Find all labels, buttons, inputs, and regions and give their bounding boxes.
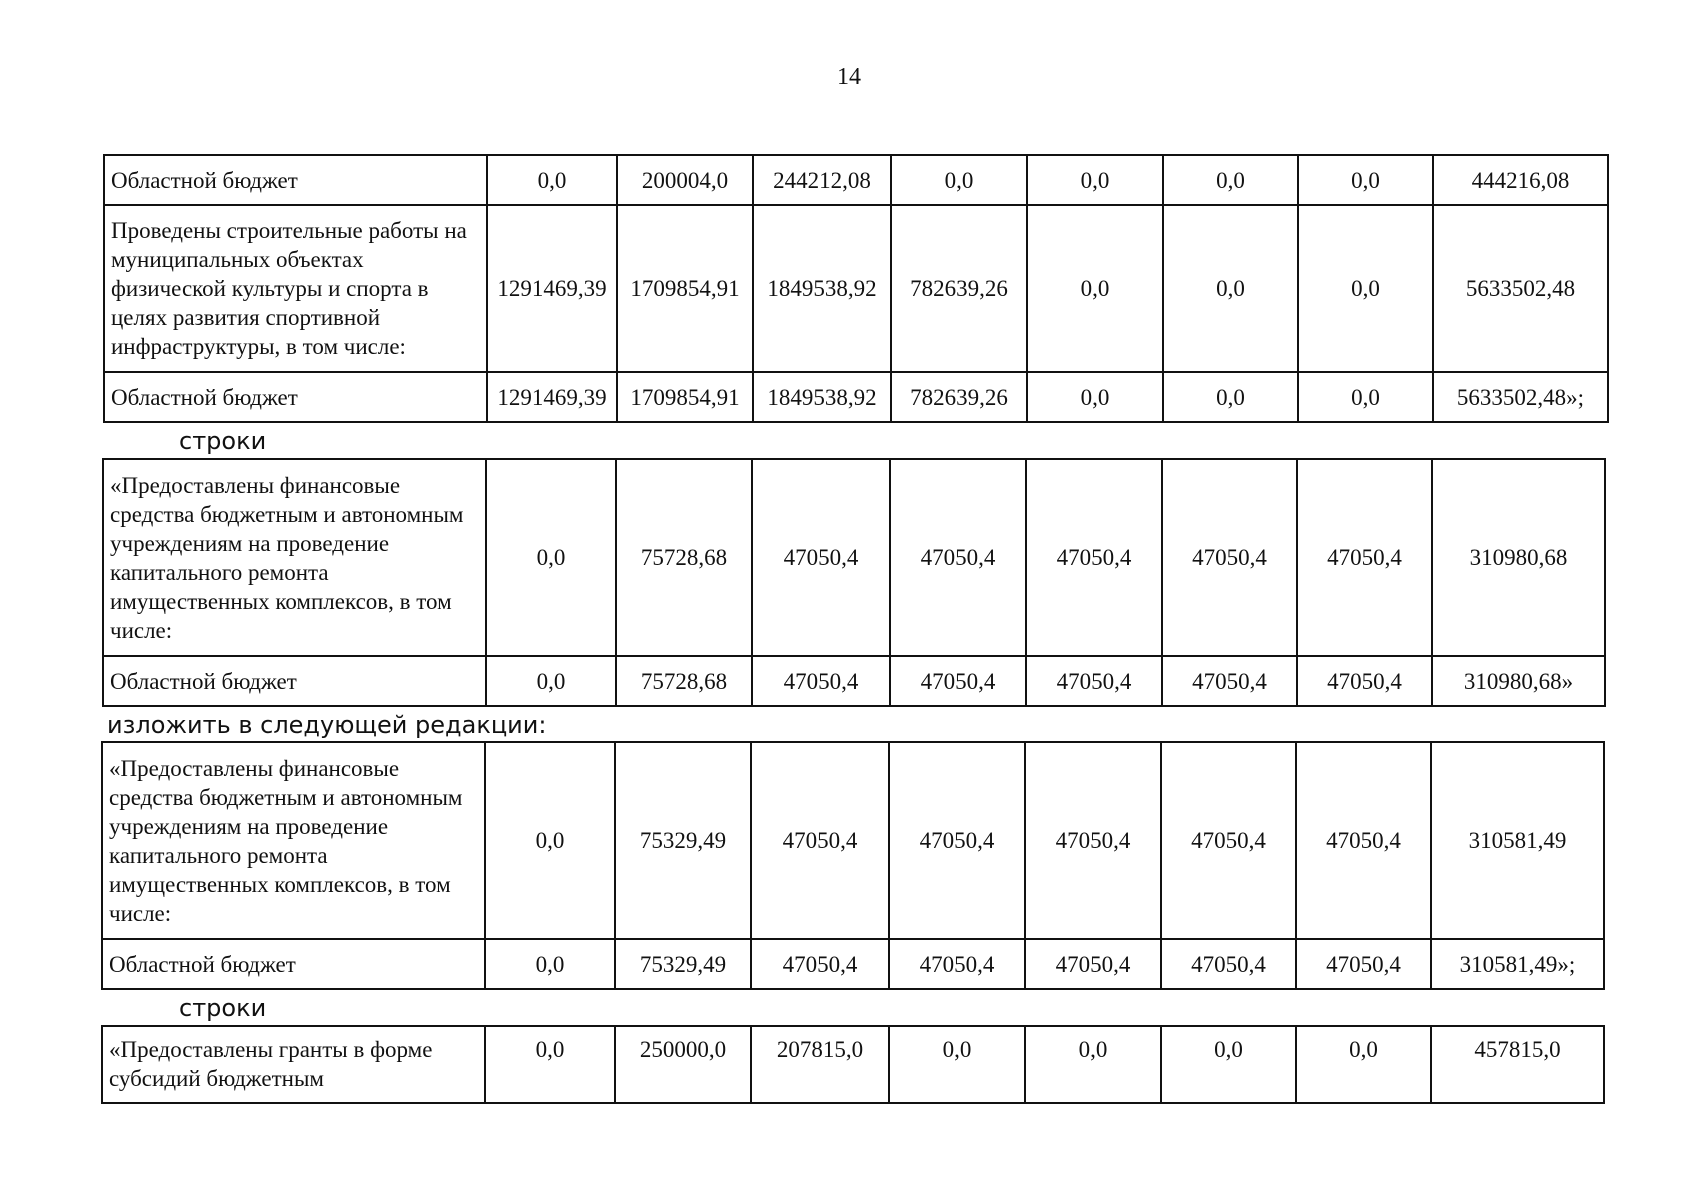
table-cell: 1849538,92: [753, 205, 891, 372]
row-label: «Предоставлены гранты в форме субсидий бюджетным: [102, 1026, 485, 1103]
table-cell: 47050,4: [1025, 939, 1161, 989]
table-cell: 47050,4: [890, 459, 1026, 656]
table-cell: 1709854,91: [617, 372, 753, 422]
table-cell: 75728,68: [616, 656, 752, 706]
table-cell: 47050,4: [1297, 656, 1432, 706]
row-label: «Предоставлены финансовые средства бюджетным и автономным учреждениям на проведение капитального ремонта имущественных комплексов, в том числе:: [103, 459, 486, 656]
table-cell: 0,0: [1027, 155, 1163, 205]
connector-text: строки: [179, 427, 267, 455]
table-cell: 5633502,48»;: [1433, 372, 1608, 422]
table-cell: 1709854,91: [617, 205, 753, 372]
table-cell: 0,0: [485, 939, 615, 989]
budget-table-2: [102, 458, 1606, 707]
table-cell: 47050,4: [752, 459, 890, 656]
table-cell: 250000,0: [615, 1026, 751, 1103]
table-cell: 47050,4: [1026, 656, 1162, 706]
table-cell: 47050,4: [1025, 742, 1161, 939]
table-row: [103, 656, 1605, 706]
table-cell: 310980,68: [1432, 459, 1605, 656]
table-cell: 310581,49: [1431, 742, 1604, 939]
table-cell: 47050,4: [1161, 742, 1296, 939]
table-cell: 244212,08: [753, 155, 891, 205]
row-label: Проведены строительные работы на муниципальных объектах физической культуры и спорта в целях развития спортивной инфраструктуры, в том числе:: [104, 205, 487, 372]
table-cell: 310581,49»;: [1431, 939, 1604, 989]
table-cell: 47050,4: [890, 656, 1026, 706]
table-cell: 310980,68»: [1432, 656, 1605, 706]
table-cell: 0,0: [485, 742, 615, 939]
table-cell: 0,0: [487, 155, 617, 205]
table-cell: 444216,08: [1433, 155, 1608, 205]
table-cell: 1849538,92: [753, 372, 891, 422]
table-cell: 47050,4: [1162, 656, 1297, 706]
table-cell: 75329,49: [615, 742, 751, 939]
connector-text: изложить в следующей редакции:: [107, 711, 547, 739]
row-label: Областной бюджет: [104, 372, 487, 422]
table-cell: 0,0: [1298, 205, 1433, 372]
table-cell: 0,0: [1298, 372, 1433, 422]
table-cell: 0,0: [486, 459, 616, 656]
table-cell: 47050,4: [1161, 939, 1296, 989]
budget-table-4: [101, 1025, 1605, 1104]
table-row: [104, 205, 1608, 372]
table-cell: 47050,4: [889, 939, 1025, 989]
page-number: 14: [837, 64, 861, 90]
table-cell: 75728,68: [616, 459, 752, 656]
table-cell: 0,0: [486, 656, 616, 706]
table-cell: 47050,4: [1296, 742, 1431, 939]
connector-text: строки: [179, 994, 267, 1022]
table-cell: 1291469,39: [487, 372, 617, 422]
table-cell: 47050,4: [1162, 459, 1297, 656]
table-cell: 0,0: [1298, 155, 1433, 205]
budget-table-3: [101, 741, 1605, 990]
table-row: [102, 1026, 1604, 1103]
table-cell: 47050,4: [1296, 939, 1431, 989]
table-cell: 200004,0: [617, 155, 753, 205]
table-cell: 47050,4: [752, 656, 890, 706]
table-cell: 75329,49: [615, 939, 751, 989]
table-cell: 0,0: [1163, 372, 1298, 422]
budget-table-1: [103, 154, 1609, 423]
table-cell: 0,0: [1163, 155, 1298, 205]
table-cell: 0,0: [1296, 1026, 1431, 1103]
row-label: Областной бюджет: [104, 155, 487, 205]
table-cell: 457815,0: [1431, 1026, 1604, 1103]
table-cell: 47050,4: [1026, 459, 1162, 656]
table-row: [104, 155, 1608, 205]
table-cell: 0,0: [1025, 1026, 1161, 1103]
table-cell: 5633502,48: [1433, 205, 1608, 372]
table-cell: 0,0: [1163, 205, 1298, 372]
row-label: Областной бюджет: [103, 656, 486, 706]
table-cell: 0,0: [889, 1026, 1025, 1103]
table-cell: 782639,26: [891, 205, 1027, 372]
table-row: [103, 459, 1605, 656]
row-label: «Предоставлены финансовые средства бюджетным и автономным учреждениям на проведение капитального ремонта имущественных комплексов, в том числе:: [102, 742, 485, 939]
table-cell: 207815,0: [751, 1026, 889, 1103]
table-cell: 47050,4: [751, 939, 889, 989]
table-cell: 1291469,39: [487, 205, 617, 372]
table-cell: 0,0: [891, 155, 1027, 205]
table-cell: 47050,4: [751, 742, 889, 939]
table-cell: 0,0: [1161, 1026, 1296, 1103]
table-cell: 0,0: [1027, 205, 1163, 372]
table-cell: 0,0: [485, 1026, 615, 1103]
table-row: [104, 372, 1608, 422]
table-row: [102, 742, 1604, 939]
table-row: [102, 939, 1604, 989]
table-cell: 0,0: [1027, 372, 1163, 422]
table-cell: 782639,26: [891, 372, 1027, 422]
table-cell: 47050,4: [889, 742, 1025, 939]
row-label: Областной бюджет: [102, 939, 485, 989]
table-cell: 47050,4: [1297, 459, 1432, 656]
